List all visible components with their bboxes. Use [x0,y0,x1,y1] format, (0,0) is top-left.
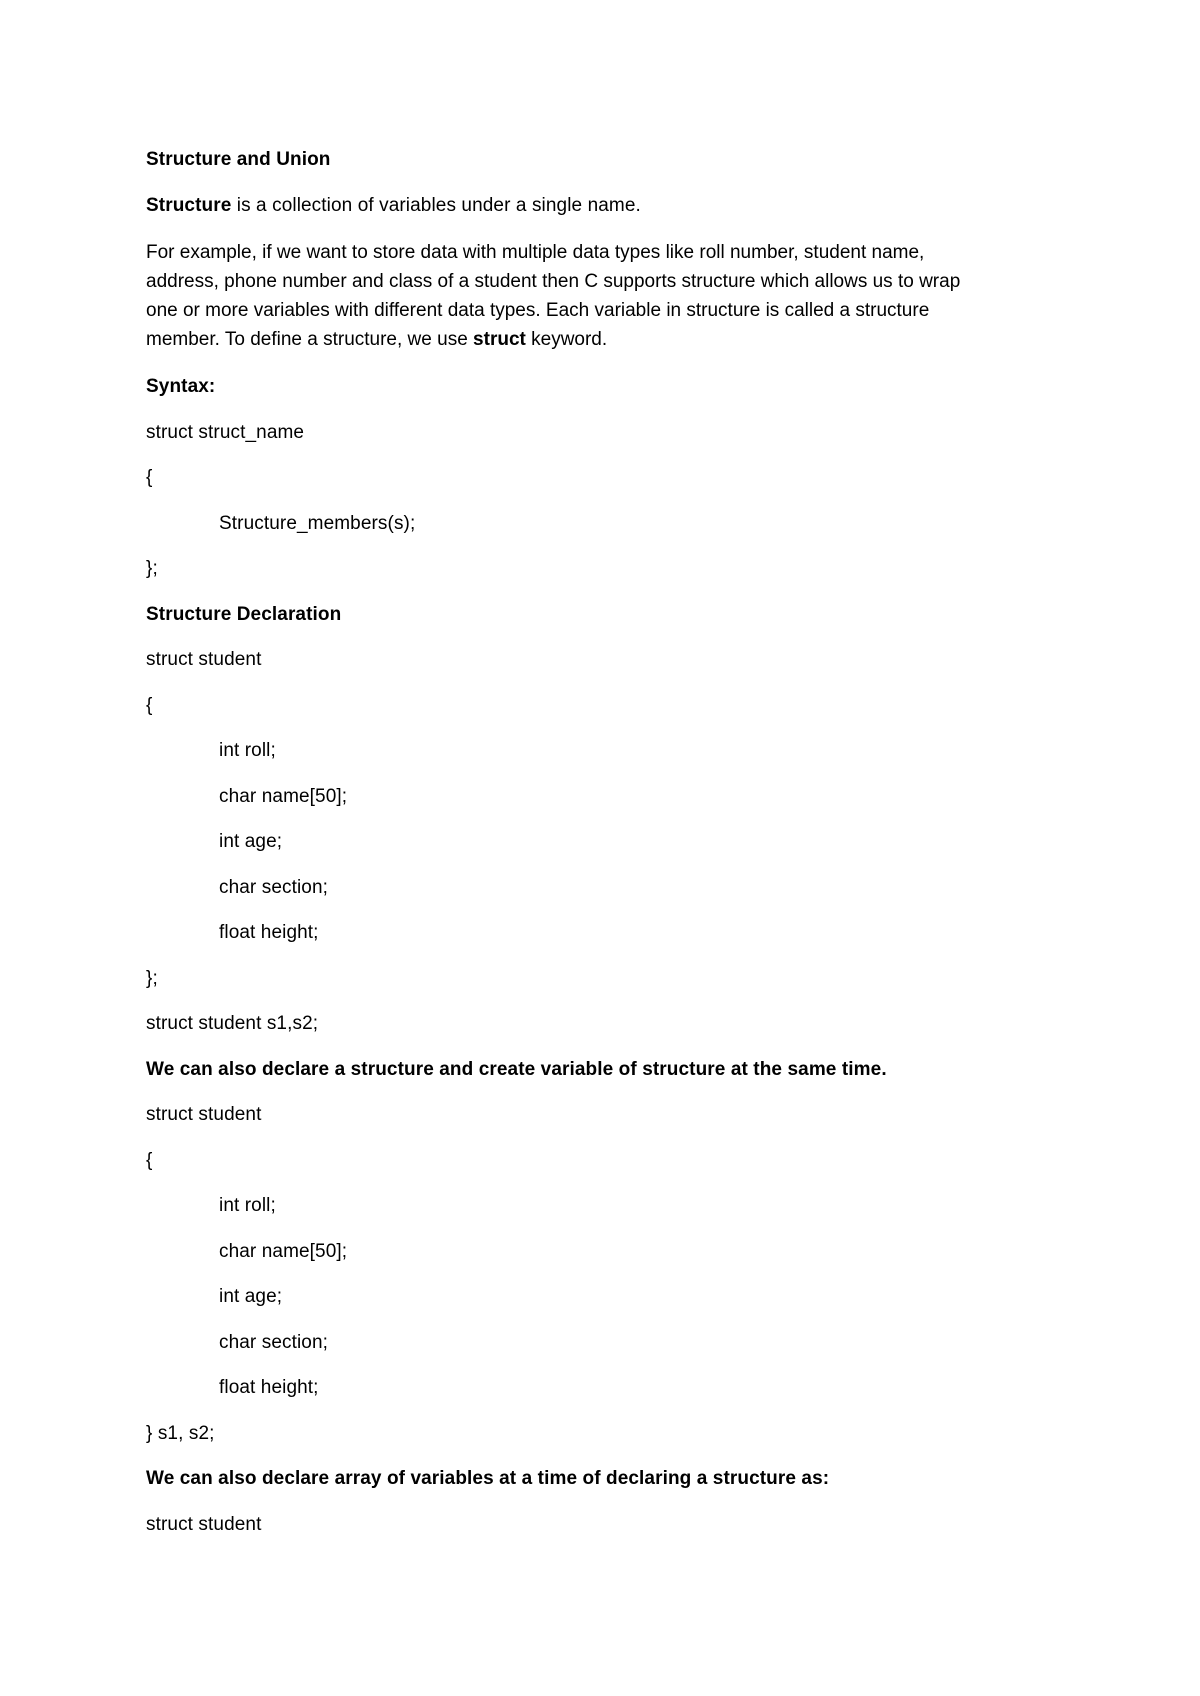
combined-member: char section; [219,1332,329,1353]
array-code-line: struct student [146,1514,262,1535]
declaration-member: char name[50]; [219,786,348,807]
combined-close-brace: } s1, s2; [146,1423,215,1444]
example-line-3: one or more variables with different data types. Each variable in structure is called a structure [146,300,930,321]
combined-member: int roll; [219,1195,276,1216]
definition-term: Structure [146,195,232,216]
declaration-member: int roll; [219,740,276,761]
example-line-4-end: keyword. [525,329,608,350]
definition-text: is a collection of variables under a single name. [231,195,641,216]
syntax-member: Structure_members(s); [219,513,416,534]
combined-code-line: struct student [146,1104,262,1125]
syntax-close-brace: }; [146,558,158,579]
combined-heading: We can also declare a structure and create variable of structure at the same time. [146,1059,887,1080]
array-heading: We can also declare array of variables at a time of declaring a structure as: [146,1468,830,1489]
combined-member: char name[50]; [219,1241,348,1262]
declaration-member: float height; [219,922,319,943]
syntax-code-line: struct struct_name [146,422,305,443]
declaration-close-brace: }; [146,968,158,989]
document-title: Structure and Union [146,149,331,170]
example-line-1: For example, if we want to store data with multiple data types like roll number, student name, [146,242,925,263]
combined-open-brace: { [146,1150,153,1171]
declaration-heading: Structure Declaration [146,604,342,625]
example-line-2: address, phone number and class of a student then C supports structure which allows us to wrap [146,271,961,292]
example-line-4-start: member. To define a structure, we use [146,329,474,350]
declaration-member: int age; [219,831,283,852]
declaration-member: char section; [219,877,329,898]
example-paragraph [146,238,1076,354]
syntax-open-brace: { [146,467,153,488]
combined-member: int age; [219,1286,283,1307]
declaration-open-brace: { [146,695,153,716]
structure-definition [146,194,641,218]
struct-keyword: struct [473,329,526,350]
combined-member: float height; [219,1377,319,1398]
syntax-heading: Syntax: [146,376,216,397]
declaration-variables: struct student s1,s2; [146,1013,319,1034]
declaration-code-line: struct student [146,649,262,670]
example-line-4 [146,325,1076,354]
